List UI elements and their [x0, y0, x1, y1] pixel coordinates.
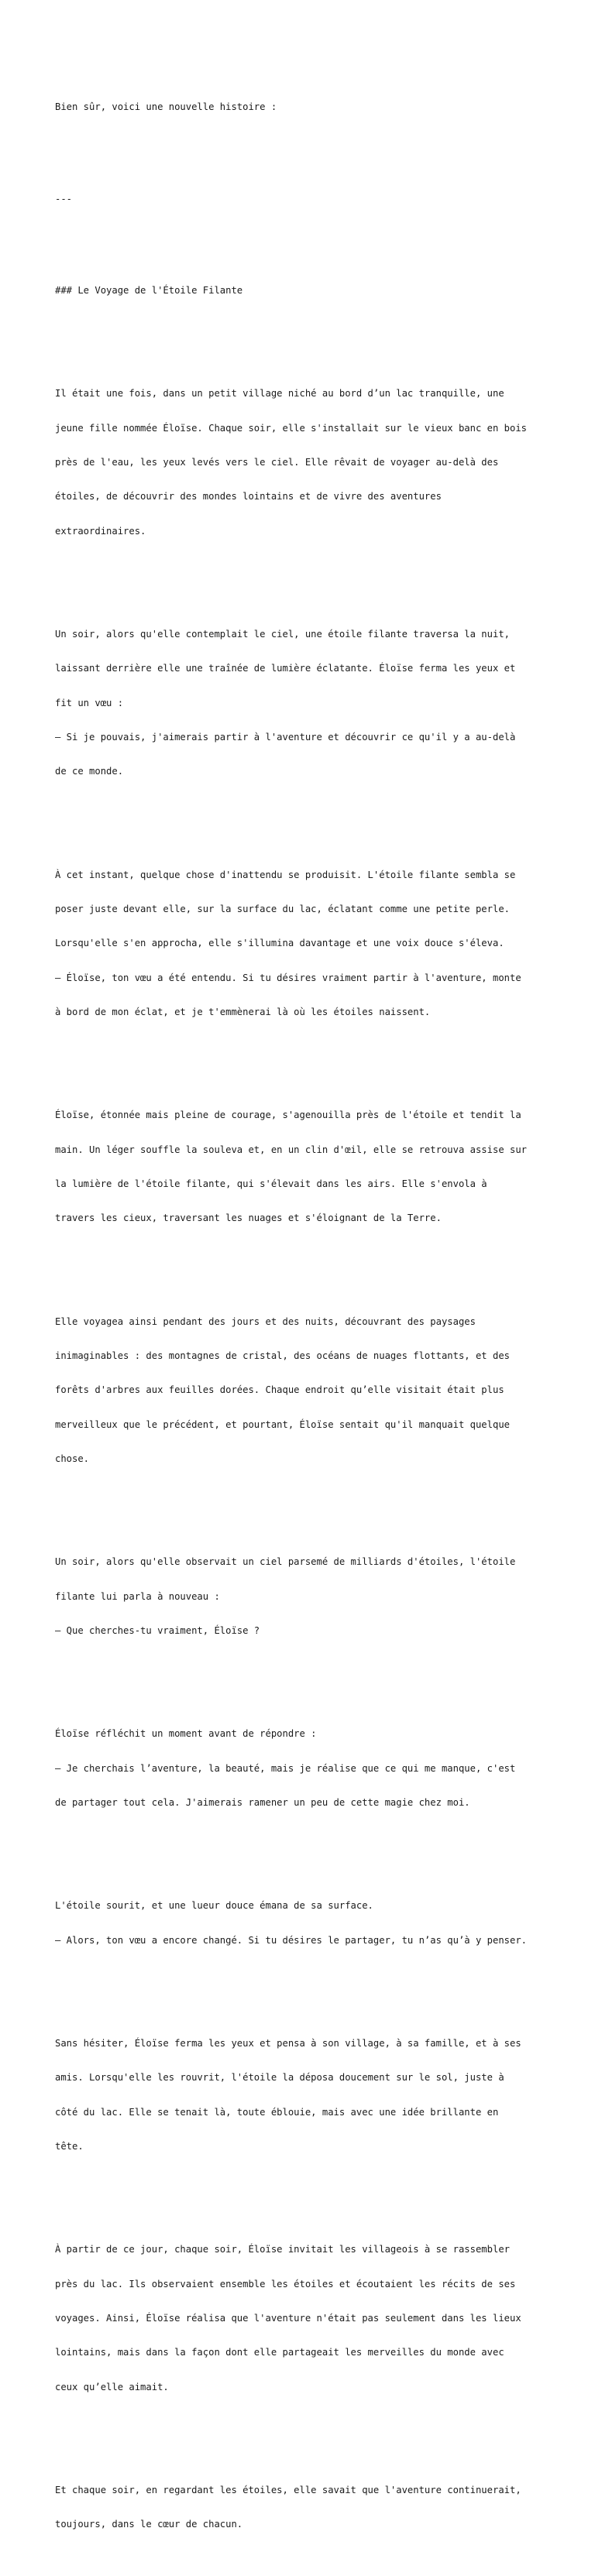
- text-line: ### Le Voyage de l'Étoile Filante: [55, 284, 243, 296]
- text-line: À partir de ce jour, chaque soir, Éloïse invitait les villageois à se rassembler: [55, 2244, 510, 2255]
- text-line: Un soir, alors qu'elle observait un ciel parsemé de milliards d'étoiles, l'étoile: [55, 1556, 516, 1568]
- story-title: [55, 262, 566, 319]
- text-line: extraordinaires.: [55, 525, 146, 537]
- text-line: – Alors, ton vœu a encore changé. Si tu désires le partager, tu n’as qu’à y penser.: [55, 1934, 528, 1946]
- text-line: filante lui parla à nouveau :: [55, 1590, 220, 1602]
- text-line: – Si je pouvais, j'aimerais partir à l'aventure et découvrir ce qu'il y a au-delà: [55, 732, 516, 743]
- story-paragraph: [55, 605, 566, 801]
- text-line: près du lac. Ils observaient ensemble les étoiles et écoutaient les récits de ses: [55, 2278, 516, 2290]
- intro-line: [55, 79, 566, 136]
- story-paragraph: [55, 1087, 566, 1247]
- text-line: forêts d'arbres aux feuilles dorées. Chaque endroit qu’elle visitait était plus: [55, 1384, 504, 1396]
- separator: [55, 170, 566, 228]
- text-line: Sans hésiter, Éloïse ferma les yeux et pensa à son village, à sa famille, et à ses: [55, 2037, 521, 2049]
- text-line: voyages. Ainsi, Éloïse réalisa que l'aventure n'était pas seulement dans les lieux: [55, 2312, 521, 2324]
- text-line: de ce monde.: [55, 766, 124, 777]
- text-line: Elle voyagea ainsi pendant des jours et des nuits, découvrant des paysages: [55, 1315, 476, 1327]
- text-line: travers les cieux, traversant les nuages et s'éloignant de la Terre.: [55, 1213, 442, 1224]
- text-line: inimaginables : des montagnes de cristal, des océans de nuages flottants, et des: [55, 1350, 510, 1362]
- text-line: côté du lac. Elle se tenait là, toute éblouie, mais avec une idée brillante en: [55, 2106, 499, 2118]
- text-line: merveilleux que le précédent, et pourtant, Éloïse sentait qu'il manquait quelque: [55, 1418, 510, 1430]
- text-line: Il était une fois, dans un petit village niché au bord d’un lac tranquille, une: [55, 388, 504, 400]
- text-line: Lorsqu'elle s'en approcha, elle s'illumina davantage et une voix douce s'éleva.: [55, 938, 504, 949]
- text-line: – Que cherches-tu vraiment, Éloïse ?: [55, 1625, 260, 1637]
- text-line: Éloïse réfléchit un moment avant de répondre :: [55, 1728, 317, 1740]
- text-line: – Éloïse, ton vœu a été entendu. Si tu désires vraiment partir à l'aventure, monte: [55, 972, 521, 983]
- text-line: main. Un léger souffle la souleva et, en un clin d'œil, elle se retrouva assise sur: [55, 1144, 528, 1155]
- text-line: poser juste devant elle, sur la surface du lac, éclatant comme une petite perle.: [55, 903, 510, 914]
- text-line: fit un vœu :: [55, 697, 124, 708]
- story-paragraph: [55, 365, 566, 561]
- text-line: à bord de mon éclat, et je t'emmènerai là où les étoiles naissent.: [55, 1007, 431, 1018]
- story-paragraph: [55, 2221, 566, 2417]
- text-line: Un soir, alors qu'elle contemplait le ciel, une étoile filante traversa la nuit,: [55, 628, 510, 640]
- text-line: À cet instant, quelque chose d'inattendu se produisit. L'étoile filante sembla se: [55, 869, 516, 880]
- story-paragraph: [55, 1293, 566, 1488]
- story-paragraph: [55, 2461, 566, 2553]
- text-line: la lumière de l'étoile filante, qui s'élevait dans les airs. Elle s'envola à: [55, 1178, 487, 1190]
- document-body: [55, 56, 566, 2576]
- text-line: toujours, dans le cœur de chacun.: [55, 2519, 243, 2530]
- text-line: Et chaque soir, en regardant les étoiles, elle savait que l'aventure continuerait,: [55, 2484, 521, 2495]
- text-line: Éloïse, étonnée mais pleine de courage, s'agenouilla près de l'étoile et tendit la: [55, 1110, 521, 1121]
- text-line: ceux qu’elle aimait.: [55, 2381, 169, 2392]
- text-line: laissant derrière elle une traînée de lumière éclatante. Éloïse ferma les yeux et: [55, 663, 516, 674]
- text-line: Bien sûr, voici une nouvelle histoire :: [55, 101, 277, 113]
- story-paragraph: [55, 1534, 566, 1660]
- text-line: chose.: [55, 1453, 90, 1465]
- story-paragraph: [55, 1706, 566, 1832]
- text-line: L'étoile sourit, et une lueur douce émana de sa surface.: [55, 1900, 373, 1912]
- story-paragraph: [55, 1878, 566, 1969]
- text-line: amis. Lorsqu'elle les rouvrit, l'étoile la déposa doucement sur le sol, juste à: [55, 2072, 504, 2084]
- story-paragraph: [55, 2015, 566, 2175]
- text-line: – Je cherchais l’aventure, la beauté, mais je réalise que ce qui me manque, c'est: [55, 1762, 516, 1774]
- text-line: jeune fille nommée Éloïse. Chaque soir, elle s'installait sur le vieux banc en bois: [55, 422, 528, 434]
- text-line: étoiles, de découvrir des mondes lointains et de vivre des aventures: [55, 491, 442, 503]
- story-paragraph: [55, 846, 566, 1041]
- text-line: ---: [55, 193, 73, 204]
- text-line: près de l'eau, les yeux levés vers le ciel. Elle rêvait de voyager au-delà des: [55, 456, 499, 468]
- text-line: tête.: [55, 2141, 84, 2152]
- text-line: lointains, mais dans la façon dont elle partageait les merveilles du monde avec: [55, 2347, 504, 2358]
- text-line: de partager tout cela. J'aimerais ramener un peu de cette magie chez moi.: [55, 1797, 470, 1809]
